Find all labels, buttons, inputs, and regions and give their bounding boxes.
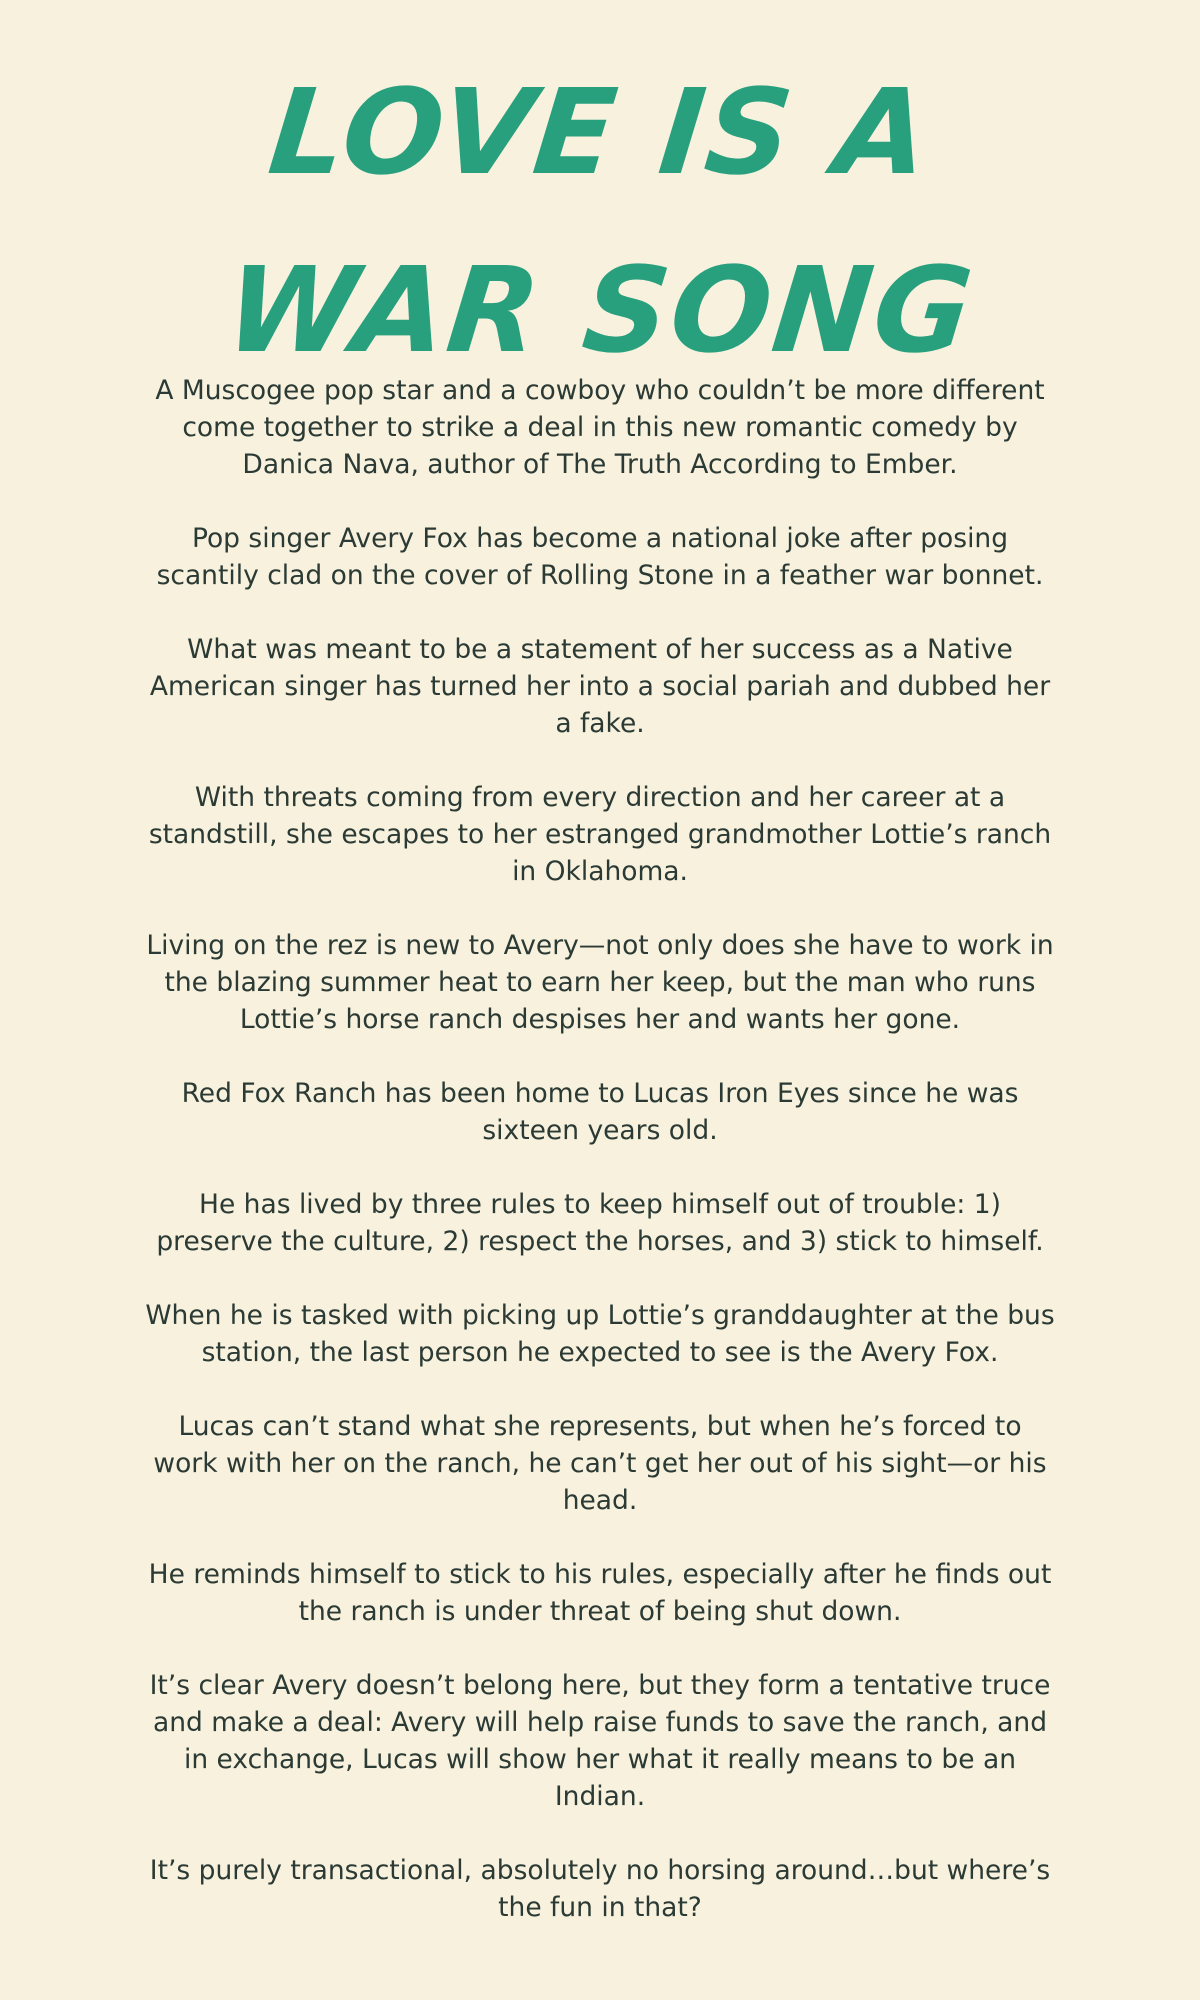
description-paragraph: Lucas can’t stand what she represents, but when he’s forced to work with her on the ranch, he can’t get her out of his sight—or his head.: [153, 1411, 1047, 1516]
description-paragraph: Red Fox Ranch has been home to Lucas Iron Eyes since he was sixteen years old.: [181, 1078, 1019, 1146]
description-paragraph: With threats coming from every direction and her career at a standstill, she escapes to her estranged grandmother Lottie’s ranch in Oklahoma.: [148, 782, 1052, 887]
description-paragraph: What was meant to be a statement of her success as a Native American singer has turned her into a social pariah and dubbed her a fake.: [149, 634, 1051, 739]
description-paragraph: He has lived by three rules to keep himself out of trouble: 1) preserve the culture, 2) respect the horses, and 3) stick to himself.: [156, 1189, 1044, 1257]
description-paragraph: Living on the rez is new to Avery—not only does she have to work in the blazing summer heat to earn her keep, but the man who runs Lottie’s horse ranch despises her and wants her gone.: [146, 930, 1054, 1035]
description-paragraph: When he is tasked with picking up Lottie’s granddaughter at the bus station, the last person he expected to see is the Avery Fox.: [145, 1300, 1055, 1368]
description-paragraph: He reminds himself to stick to his rules, especially after he finds out the ranch is under threat of being shut down.: [148, 1559, 1052, 1627]
description-paragraph: It’s purely transactional, absolutely no horsing around…but where’s the fun in that?: [149, 1855, 1051, 1923]
description-paragraph: Pop singer Avery Fox has become a national joke after posing scantily clad on the cover of Rolling Stone in a feather war bonnet.: [156, 523, 1044, 591]
book-title-line-2: WAR SONG: [219, 241, 981, 379]
book-title-line-1: LOVE IS A: [263, 63, 937, 201]
description-paragraph: A Muscogee pop star and a cowboy who couldn’t be more different come together to strike a deal in this new romantic comedy by Danica Nava, author of The Truth According to Ember.: [155, 375, 1045, 480]
description-paragraph: It’s clear Avery doesn’t belong here, but they form a tentative truce and make a deal: Avery will help raise funds to save the ranch, and in exchange, Lucas will show her what it really means to be an Indian.: [149, 1670, 1051, 1812]
book-description: [145, 372, 1055, 1963]
